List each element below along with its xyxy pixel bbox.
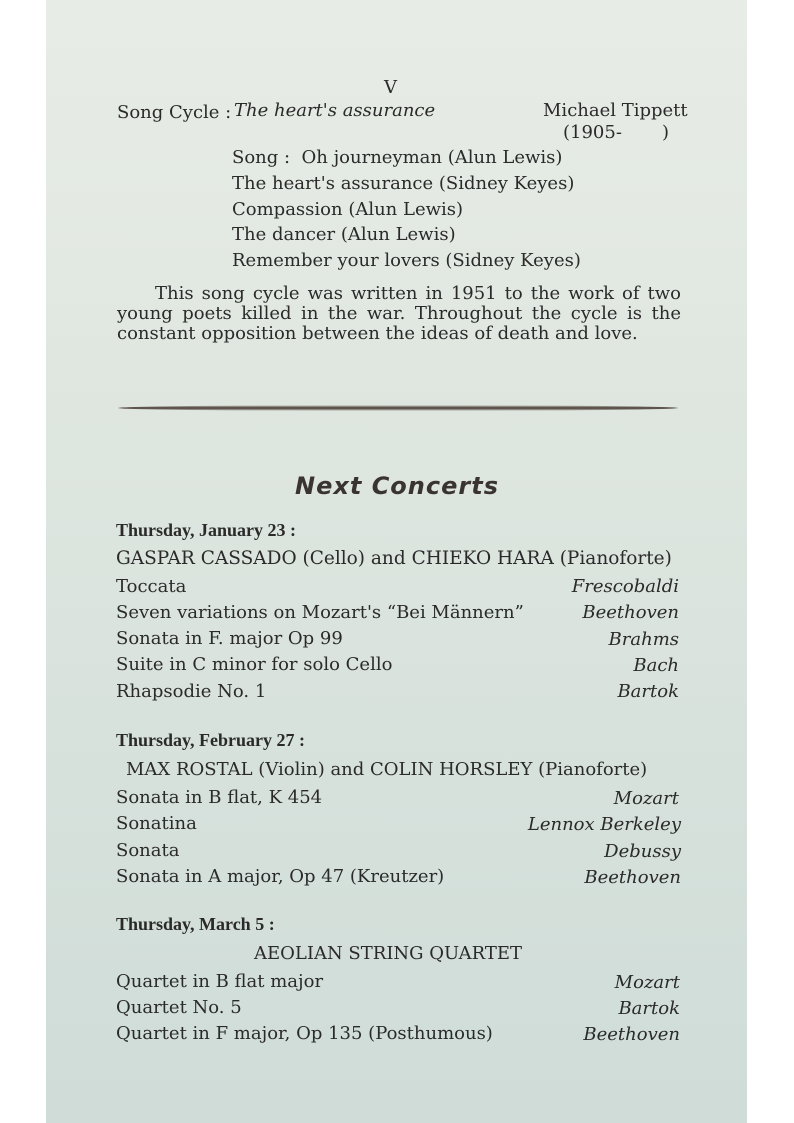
program-composer: Frescobaldi (571, 576, 679, 597)
song-item: Compassion (Alun Lewis) (232, 199, 464, 220)
program-composer: Bach (633, 655, 679, 676)
program-work: Suite in C minor for solo Cello (116, 654, 393, 675)
song-cycle-label: Song Cycle : (117, 102, 232, 123)
program-composer: Beethoven (584, 867, 681, 888)
program-work: Sonata in B flat, K 454 (116, 787, 323, 808)
program-work: Sonata (116, 840, 180, 861)
program-composer: Beethoven (582, 602, 679, 623)
program-composer: Bartok (617, 681, 679, 702)
composer-name: Michael Tippett (543, 100, 688, 121)
song-cycle-description: This song cycle was written in 1951 to the work of two young poets killed in the war. Throughout the cycle is the constant opposition between the ideas of death and love. (117, 283, 681, 344)
program-work: Seven variations on Mozart's “Bei Männern” (116, 602, 524, 623)
program-composer: Brahms (608, 629, 679, 650)
program-composer: Debussy (604, 841, 681, 862)
program-work: Quartet in F major, Op 135 (Posthumous) (116, 1023, 493, 1044)
song-cycle-title: The heart's assurance (234, 100, 436, 121)
program-work: Toccata (116, 576, 187, 597)
program-composer: Mozart (613, 788, 679, 809)
concert-performers: AEOLIAN STRING QUARTET (254, 943, 523, 964)
song-item: The dancer (Alun Lewis) (232, 224, 456, 245)
composer-dates: (1905- ) (563, 122, 669, 143)
concert-date: Thursday, March 5 : (116, 914, 275, 934)
program-composer: Beethoven (583, 1024, 680, 1045)
concert-date: Thursday, January 23 : (116, 520, 297, 540)
next-concerts-heading: Next Concerts (295, 472, 499, 500)
program-work: Sonata in A major, Op 47 (Kreutzer) (116, 866, 445, 887)
concert-performers: GASPAR CASSADO (Cello) and CHIEKO HARA (Pianoforte) (116, 548, 672, 569)
program-work: Quartet in B flat major (116, 971, 324, 992)
program-work: Sonatina (116, 813, 197, 834)
concert-date: Thursday, February 27 : (116, 730, 306, 750)
song-item: Song : Oh journeyman (Alun Lewis) (232, 147, 563, 168)
concert-performers: MAX ROSTAL (Violin) and COLIN HORSLEY (Pianoforte) (126, 759, 648, 780)
program-composer: Lennox Berkeley (527, 814, 681, 835)
program-composer: Mozart (614, 972, 680, 993)
song-item: The heart's assurance (Sidney Keyes) (232, 173, 575, 194)
section-numeral: V (384, 77, 397, 98)
program-work: Quartet No. 5 (116, 997, 242, 1018)
song-item: Remember your lovers (Sidney Keyes) (232, 250, 581, 271)
program-composer: Bartok (618, 998, 680, 1019)
divider-rule (118, 405, 678, 411)
program-work: Rhapsodie No. 1 (116, 681, 267, 702)
program-work: Sonata in F. major Op 99 (116, 628, 343, 649)
